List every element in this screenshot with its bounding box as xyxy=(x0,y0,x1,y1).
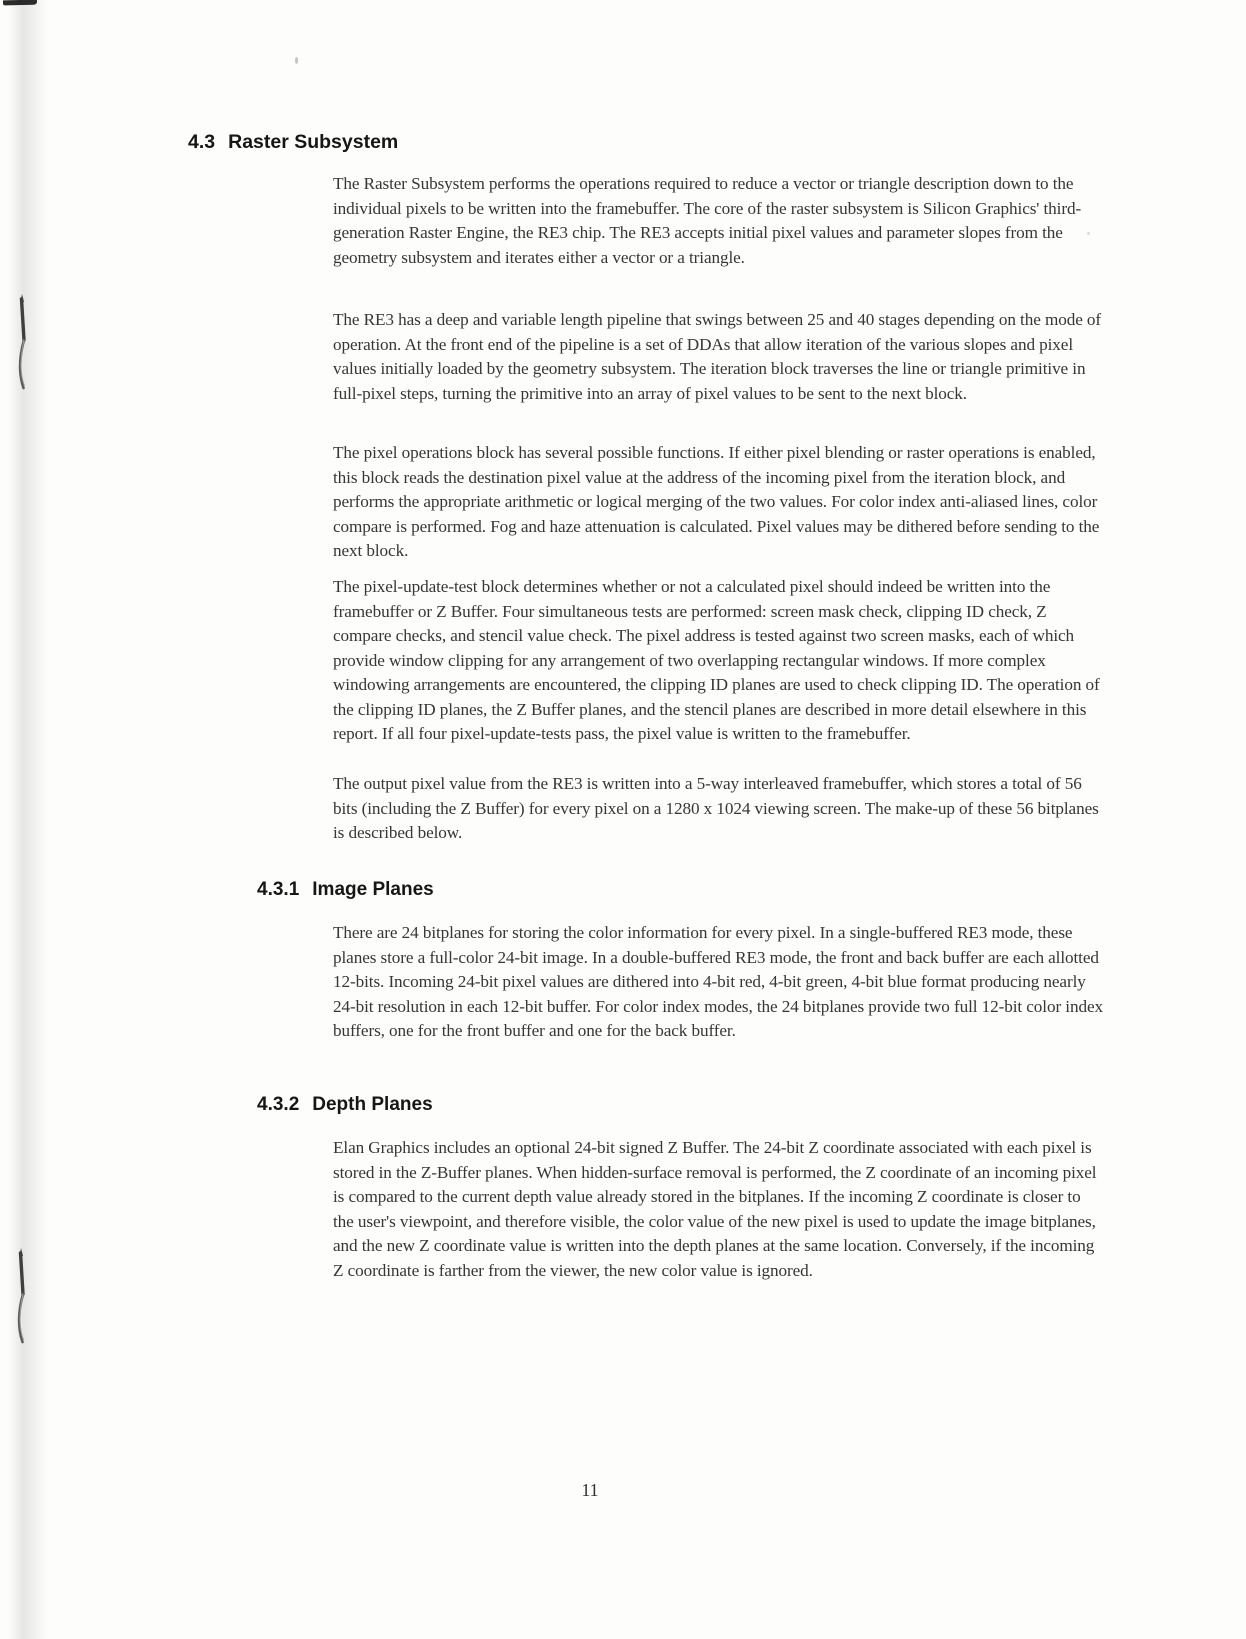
section-title: Image Planes xyxy=(312,879,434,900)
scan-left-edge-shadow xyxy=(8,0,48,1639)
section-title: Raster Subsystem xyxy=(228,131,399,153)
section-heading-depth-planes xyxy=(257,1094,433,1116)
scan-speck xyxy=(295,57,298,64)
section-heading-image-planes xyxy=(257,879,434,901)
paragraph-re3-pipeline: The RE3 has a deep and variable length pipeline that swings between 25 and 40 stages depending on the mode of operation. At the front end of the pipeline is a set of DDAs that allow iteration of the various slopes and pixel values initially loaded by the geometry subsystem. The iteration block traverses the line or triangle primitive in full-pixel steps, turning the primitive into an array of pixel values to be sent to the next block. xyxy=(333,310,1102,403)
paragraph-pixel-update-test: The pixel-update-test block determines whether or not a calculated pixel should indeed be written into the framebuffer or Z Buffer. Four simultaneous tests are performed: screen mask check, clipping ID check, Z compare checks, and stencil value check. The pixel address is tested against two screen masks, each of which provide window clipping for any arrangement of two overlapping rectangular windows. If more complex windowing arrangements are encountered, the clipping ID planes are used to check clipping ID. The operation of the clipping ID planes, the Z Buffer planes, and the stencil planes are described in more detail elsewhere in this report. If all four pixel-update-tests pass, the pixel value is written to the framebuffer. xyxy=(333,577,1100,743)
section-number: 4.3.2 xyxy=(257,1094,300,1115)
staple-top-icon xyxy=(14,293,30,393)
section-number: 4.3.1 xyxy=(257,879,300,900)
section-title: Depth Planes xyxy=(312,1094,433,1115)
paragraph-output-pixel: The output pixel value from the RE3 is written into a 5-way interleaved framebuffer, which stores a total of 56 bits (including the Z Buffer) for every pixel on a 1280 x 1024 viewing screen. The make-up of these 56 bitplanes is described below. xyxy=(333,774,1099,842)
section-heading-raster-subsystem xyxy=(188,131,398,154)
paragraph-raster-intro: The Raster Subsystem performs the operations required to reduce a vector or triangle description down to the individual pixels to be written into the framebuffer. The core of the raster subsystem is Silicon Graphics' third-generation Raster Engine, the RE3 chip. The RE3 accepts initial pixel values and parameter slopes from the geometry subsystem and iterates either a vector or a triangle. xyxy=(333,174,1082,267)
staple-bottom-icon xyxy=(13,1247,29,1347)
page-number: 11 xyxy=(581,1480,599,1500)
paragraph-pixel-operations: The pixel operations block has several possible functions. If either pixel blending or raster operations is enabled, this block reads the destination pixel value at the address of the incoming pixel from the iteration block, and performs the appropriate arithmetic or logical merging of the two values. For color index anti-aliased lines, color compare is performed. Fog and haze attenuation is calculated. Pixel values may be dithered before sending to the next block. xyxy=(333,443,1100,560)
section-number: 4.3 xyxy=(188,131,216,153)
paragraph-image-planes: There are 24 bitplanes for storing the color information for every pixel. In a single-buffered RE3 mode, these planes store a full-color 24-bit image. In a double-buffered RE3 mode, the front and back buffer are each allotted 12-bits. Incoming 24-bit pixel values are dithered into 4-bit red, 4-bit green, 4-bit blue format producing nearly 24-bit resolution in each 12-bit buffer. For color index modes, the 24 bitplanes provide two full 12-bit color index buffers, one for the front buffer and one for the back buffer. xyxy=(333,923,1103,1040)
scan-top-corner-artifact xyxy=(3,0,37,5)
paragraph-depth-planes: Elan Graphics includes an optional 24-bit signed Z Buffer. The 24-bit Z coordinate associated with each pixel is stored in the Z-Buffer planes. When hidden-surface removal is performed, the Z coordinate of an incoming pixel is compared to the current depth value already stored in the bitplanes. If the incoming Z coordinate is closer to the user's viewpoint, and therefore visible, the color value of the new pixel is used to update the image bitplanes, and the new Z coordinate value is written into the depth planes at the same location. Conversely, if the incoming Z coordinate is farther from the viewer, the new color value is ignored. xyxy=(333,1138,1097,1280)
